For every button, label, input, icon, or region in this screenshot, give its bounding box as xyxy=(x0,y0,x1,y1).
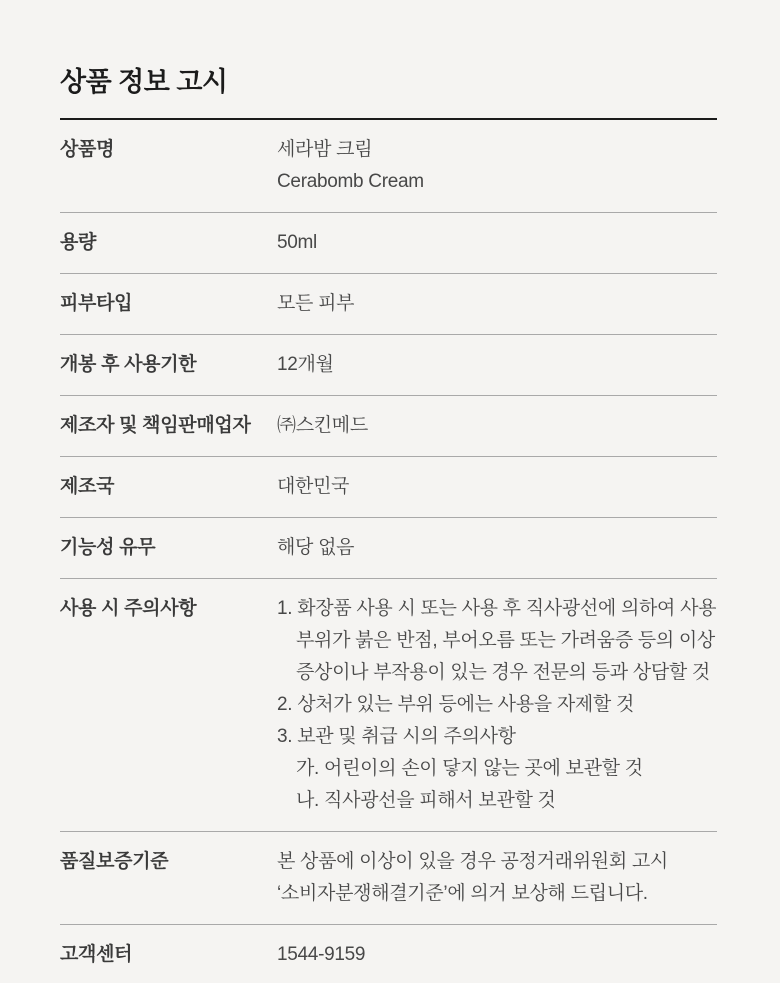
row-value-line: 1. 화장품 사용 시 또는 사용 후 직사광선에 의하여 사용 xyxy=(277,598,717,619)
product-info-table xyxy=(60,118,717,983)
row-label: 개봉 후 사용기한 xyxy=(60,354,197,375)
row-value-line: 2. 상처가 있는 부위 등에는 사용을 자제할 것 xyxy=(277,694,635,715)
table-row-manufacturer xyxy=(60,396,717,457)
row-label: 제조자 및 책임판매업자 xyxy=(60,415,251,436)
row-value xyxy=(277,939,717,971)
row-value-line: 증상이나 부작용이 있는 경우 전문의 등과 상담할 것 xyxy=(296,662,710,683)
row-label: 상품명 xyxy=(60,139,115,160)
page-title: 상품 정보 고시 xyxy=(60,67,228,97)
table-row-cautions xyxy=(60,579,717,832)
row-value xyxy=(277,227,717,259)
row-label: 기능성 유무 xyxy=(60,537,156,558)
row-value-line: ‘소비자분쟁해결기준’에 의거 보상해 드립니다. xyxy=(277,883,648,904)
row-value-line: 본 상품에 이상이 있을 경우 공정거래위원회 고시 xyxy=(277,851,668,872)
table-row-customer-center xyxy=(60,925,717,983)
row-label: 용량 xyxy=(60,232,97,253)
table-row-functionality xyxy=(60,518,717,579)
row-value xyxy=(277,410,717,442)
row-value-line: 나. 직사광선을 피해서 보관할 것 xyxy=(296,790,556,811)
row-value xyxy=(277,593,717,817)
row-label: 피부타입 xyxy=(60,293,133,314)
row-label: 제조국 xyxy=(60,476,115,497)
table-row-skin-type xyxy=(60,274,717,335)
row-value-line: 12개월 xyxy=(277,354,334,375)
row-label: 사용 시 주의사항 xyxy=(60,598,197,619)
row-value-line: 해당 없음 xyxy=(277,537,355,558)
row-value-line: Cerabomb Cream xyxy=(277,171,424,192)
table-row-country xyxy=(60,457,717,518)
row-value-line: 3. 보관 및 취급 시의 주의사항 xyxy=(277,726,516,747)
row-value-line: 1544-9159 xyxy=(277,944,366,965)
table-row-use-period xyxy=(60,335,717,396)
row-value-line: 대한민국 xyxy=(277,476,350,497)
row-value-line: 부위가 붉은 반점, 부어오름 또는 가려움증 등의 이상 xyxy=(296,630,715,651)
row-value xyxy=(277,288,717,320)
table-row-quality-guarantee xyxy=(60,832,717,925)
row-value xyxy=(277,134,717,198)
table-row-product-name xyxy=(60,120,717,213)
table-row-volume xyxy=(60,213,717,274)
row-value xyxy=(277,471,717,503)
row-value-line: 50ml xyxy=(277,232,317,253)
row-value-line: 모든 피부 xyxy=(277,293,355,314)
row-value xyxy=(277,532,717,564)
row-value-line: 세라밤 크림 xyxy=(277,139,373,160)
row-label: 품질보증기준 xyxy=(60,851,169,872)
row-label: 고객센터 xyxy=(60,944,133,965)
row-value-line: 가. 어린이의 손이 닿지 않는 곳에 보관할 것 xyxy=(296,758,643,779)
row-value-line: ㈜스킨메드 xyxy=(277,415,368,436)
row-value xyxy=(277,846,717,910)
row-value xyxy=(277,349,717,381)
